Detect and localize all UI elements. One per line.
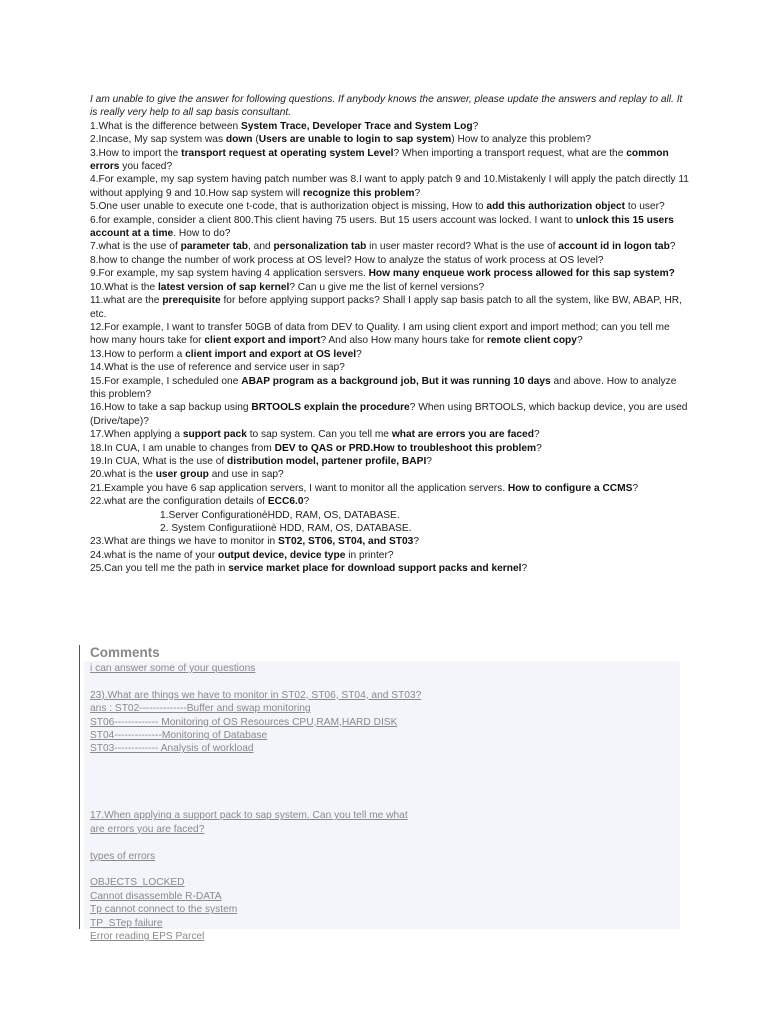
question-text: to sap system. Can you tell me xyxy=(246,429,392,441)
question-text: you faced? xyxy=(119,161,173,173)
question-text: 12.For example, I want to transfer 50GB of data from DEV to Quality. I am using client export and import method; can you tell me how many hours take for xyxy=(90,321,670,347)
question-subitem xyxy=(90,522,690,535)
question-text: 13.How to perform a xyxy=(90,348,186,360)
question-emphasis: distribution model, partener profile, BAPI xyxy=(227,455,427,467)
question-text: 15.For example, I scheduled one xyxy=(90,375,242,387)
question-item xyxy=(90,455,690,468)
question-text: ? xyxy=(414,187,421,199)
question-text: ? Can u give me the list of kernel versions? xyxy=(289,281,485,293)
comment-line[interactable]: TP_STep failure xyxy=(90,917,163,929)
question-text: ? xyxy=(426,455,432,467)
question-text: ( xyxy=(252,134,259,146)
question-emphasis: user group xyxy=(155,469,209,481)
question-text: and use in sap? xyxy=(208,469,284,481)
question-text: 10.What is the xyxy=(90,281,158,293)
question-text: ? xyxy=(669,241,676,253)
question-text: 7.what is the use of xyxy=(90,241,181,253)
question-item xyxy=(90,254,690,267)
question-emphasis: System Trace, Developer Trace and System Log xyxy=(241,120,473,132)
question-text: 2. System Configuratiionè HDD, RAM, OS, DATABASE. xyxy=(160,523,412,534)
question-text: ? xyxy=(632,482,639,494)
question-text: 5.One user unable to execute one t-code, that is authorization object is missing, How to xyxy=(90,201,487,213)
question-emphasis: down xyxy=(225,134,253,146)
comment-line[interactable]: ST03------------- Analysis of workload xyxy=(90,743,254,755)
comment-line[interactable]: types of errors xyxy=(90,850,156,862)
question-emphasis: common errors xyxy=(90,147,669,173)
question-item xyxy=(90,120,690,133)
comment-line[interactable]: Cannot disassemble R-DATA xyxy=(90,890,222,902)
question-item xyxy=(90,442,690,455)
question-text: ) How to analyze this problem? xyxy=(451,134,592,146)
question-item xyxy=(90,361,690,374)
question-text: ? When using BRTOOLS, which backup device, you are used (Drive/tape)? xyxy=(90,402,688,427)
question-text: ? xyxy=(413,536,420,548)
question-emphasis: ABAP program as a background job, But it was running 10 days xyxy=(241,375,551,387)
comment-line[interactable]: ST04--------------Monitoring of Database xyxy=(90,730,268,742)
question-text: ? xyxy=(533,429,540,441)
question-text: ? When importing a transport request, what are the xyxy=(393,147,627,159)
question-emphasis: account id in logon tab xyxy=(558,241,670,253)
question-text: ? xyxy=(303,496,310,508)
question-text: 25.Can you tell me the path in xyxy=(90,563,229,575)
comments-heading: Comments xyxy=(90,645,160,660)
question-emphasis: add this authorization object xyxy=(486,201,626,213)
question-item xyxy=(90,482,690,495)
question-emphasis: transport request at operating system Level xyxy=(181,147,394,159)
question-item xyxy=(90,147,690,174)
question-text: 22.what are the configuration details of xyxy=(90,496,268,508)
question-emphasis: client import and export at OS level xyxy=(185,348,357,360)
comment-line[interactable]: ST06------------- Monitoring of OS Resources CPU,RAM,HARD DISK xyxy=(90,716,398,728)
question-emphasis: unlock this 15 users account at a time xyxy=(90,214,674,240)
question-emphasis: ST02, ST06, ST04, and ST03 xyxy=(278,536,414,548)
question-emphasis: parameter tab xyxy=(180,241,248,253)
question-text: in printer? xyxy=(345,549,394,561)
question-item xyxy=(90,214,690,241)
question-text: 1.What is the difference between xyxy=(90,120,242,132)
question-item xyxy=(90,281,690,294)
question-emphasis: client export and import xyxy=(204,335,321,347)
question-text: ? xyxy=(521,563,528,575)
question-emphasis: recognize this problem xyxy=(302,187,415,199)
question-text: 11.what are the xyxy=(90,295,163,307)
question-text: 16.How to take a sap backup using xyxy=(90,402,252,414)
question-emphasis: BRTOOLS explain the procedure xyxy=(251,402,410,414)
document-body xyxy=(90,93,690,576)
question-subitem xyxy=(90,509,690,522)
comment-line[interactable]: OBJECTS_LOCKED xyxy=(90,877,185,889)
question-list xyxy=(90,120,690,576)
question-text: and above. How to analyze this problem? xyxy=(90,375,677,400)
question-text: 18.In CUA, I am unable to changes from xyxy=(90,442,275,454)
question-text: ? xyxy=(356,348,362,360)
question-text: 2.Incase, My sap system was xyxy=(90,134,226,146)
question-emphasis: How to configure a CCMS xyxy=(507,482,633,494)
question-text: 17.When applying a xyxy=(90,429,183,441)
question-emphasis: support pack xyxy=(182,429,247,441)
question-item xyxy=(90,428,690,441)
question-emphasis: latest version of sap kernel xyxy=(157,281,290,293)
question-text: ? xyxy=(472,120,479,132)
question-text: , and xyxy=(248,241,274,253)
question-item xyxy=(90,495,690,508)
question-item xyxy=(90,321,690,348)
comment-body xyxy=(90,662,650,943)
question-text: 4.For example, my sap system having patch number was 8.I want to apply patch 9 and 10.Mistakenly I will apply the patch directly 11 without applying 9 and 10.How sap system will xyxy=(90,174,689,199)
question-item xyxy=(90,240,690,253)
comment-line[interactable]: 17.When applying a support pack to sap system. Can you tell me what xyxy=(90,810,408,822)
question-text: to user? xyxy=(625,201,665,213)
question-text: 21.Example you have 6 sap application servers, I want to monitor all the application servers. xyxy=(90,482,508,494)
question-text: ? xyxy=(576,335,583,347)
question-text: 19.In CUA, What is the use of xyxy=(90,455,228,467)
question-emphasis: personalization tab xyxy=(273,241,367,253)
question-item xyxy=(90,348,690,361)
question-item xyxy=(90,200,690,213)
comment-line[interactable]: Tp cannot connect to the system xyxy=(90,904,238,916)
question-text: 8.how to change the number of work process at OS level? How to analyze the status of work process at OS level? xyxy=(90,254,604,266)
question-emphasis: service market place for download support packs and kernel xyxy=(228,563,522,575)
comment-line[interactable]: are errors you are faced? xyxy=(90,823,205,835)
question-emphasis: what are errors you are faced xyxy=(391,429,534,441)
comment-line[interactable]: 23).What are things we have to monitor in ST02, ST06, ST04, and ST03? xyxy=(90,689,422,701)
question-item xyxy=(90,173,690,200)
question-text: in user master record? What is the use of xyxy=(366,241,559,253)
question-item xyxy=(90,294,690,321)
question-emphasis: prerequisite xyxy=(162,295,221,307)
question-text: 14.What is the use of reference and service user in sap? xyxy=(90,362,345,374)
intro-text: I am unable to give the answer for following questions. If anybody knows the answer, please update the answers and replay to all. It is really very help to all sap basis consultant. xyxy=(90,94,683,119)
question-emphasis: DEV to QAS or PRD.How to troubleshoot this problem xyxy=(274,442,537,454)
question-text: 23.What are things we have to monitor in xyxy=(90,536,279,548)
question-text: for before applying support packs? Shall I apply sap basis patch to all the system, like BW, ABAP, HR, etc. xyxy=(90,295,682,320)
question-emphasis: remote client copy xyxy=(486,335,577,347)
question-text: 6.for example, consider a client 800.This client having 75 users. But 15 users account was locked. I want to xyxy=(90,214,576,226)
question-item xyxy=(90,535,690,548)
question-text: 20.what is the xyxy=(90,469,156,481)
question-text: . How to do? xyxy=(173,228,231,240)
question-text: 9.For example, my sap system having 4 application sersvers. xyxy=(90,268,369,280)
comment-line[interactable]: ans : ST02--------------Buffer and swap monitoring xyxy=(90,703,311,715)
question-item xyxy=(90,375,690,402)
question-text: 3.How to import the xyxy=(90,147,182,159)
question-text: ? xyxy=(536,442,542,454)
question-item xyxy=(90,267,690,280)
question-emphasis: ECC6.0 xyxy=(267,496,304,508)
question-emphasis: How many enqueue work process allowed for this sap system? xyxy=(368,268,675,280)
question-text: 24.what is the name of your xyxy=(90,549,218,561)
comment-line[interactable]: i can answer some of your questions xyxy=(90,663,256,674)
question-emphasis: output device, device type xyxy=(217,549,346,561)
question-item xyxy=(90,468,690,481)
question-item xyxy=(90,401,690,428)
question-item xyxy=(90,133,690,146)
question-item xyxy=(90,562,690,575)
question-text: ? And also How many hours take for xyxy=(320,335,487,347)
comment-left-border xyxy=(79,645,80,929)
question-text: 1.Server ConfigurationèHDD, RAM, OS, DATABASE. xyxy=(160,509,400,521)
question-emphasis: Users are unable to login to sap system xyxy=(258,134,452,146)
question-item xyxy=(90,549,690,562)
comment-line[interactable]: Error reading EPS Parcel xyxy=(90,931,205,943)
